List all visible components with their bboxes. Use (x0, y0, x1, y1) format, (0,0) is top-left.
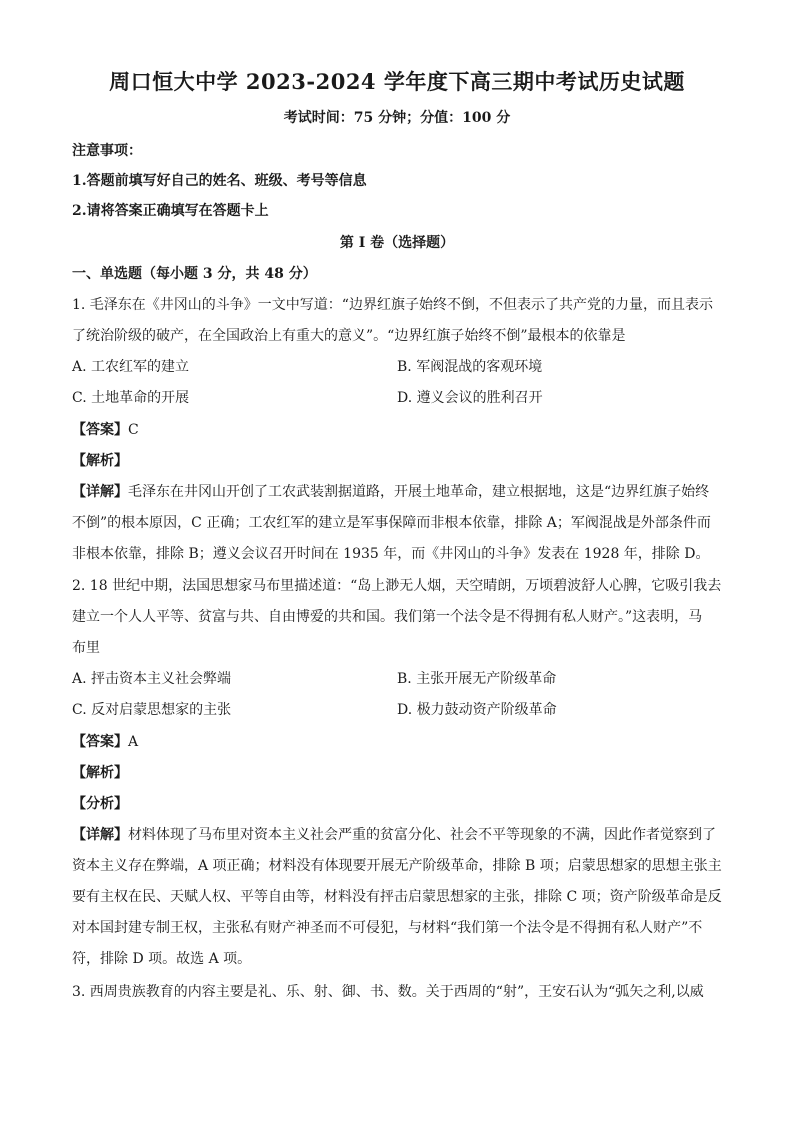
q2-option-a: A. 抨击资本主义社会弊端 (72, 671, 232, 687)
exam-info: 考试时间：75 分钟；分值：100 分 (283, 110, 511, 126)
q1-answer (72, 420, 139, 440)
q2-stem-line: 2. 18 世纪中期，法国思想家马布里描述道：“岛上渺无人烟，天空晴朗，万顷碧波舒人心脾，它吸引我去 (72, 578, 722, 594)
q2-detail-line: 符，排除 D 项。故选 A 项。 (72, 951, 252, 967)
section-title: 一、单选题（每小题 3 分，共 48 分） (72, 266, 317, 282)
answer-label: 【答案】 (72, 734, 128, 750)
q2-stem-line: 建立一个人人平等、贫富与共、自由博爱的共和国。我们第一个法令是不得拥有私人财产。”这表明，马 (72, 609, 703, 625)
q2-option-b: B. 主张开展无产阶级革命 (397, 671, 557, 687)
q1-option-d: D. 遵义会议的胜利召开 (397, 390, 543, 406)
q2-fenxi-label: 【分析】 (72, 796, 128, 812)
detail-label: 【详解】 (72, 827, 128, 843)
q2-analysis-label: 【解析】 (72, 765, 128, 781)
answer-label: 【答案】 (72, 422, 128, 438)
q2-detail-line (72, 825, 716, 845)
detail-text: 毛泽东在井冈山开创了工农武装割据道路，开展土地革命，建立根据地，这是“边界红旗子始终 (128, 484, 710, 500)
page-title: 周口恒大中学 2023-2024 学年度下高三期中考试历史试题 (109, 69, 685, 94)
q1-stem-line: 1. 毛泽东在《井冈山的斗争》一文中写道：“边界红旗子始终不倒，不但表示了共产党的力量，而且表示 (72, 297, 713, 313)
q1-option-a: A. 工农红军的建立 (72, 359, 190, 375)
q2-detail-line: 对本国封建专制王权，主张私有财产神圣而不可侵犯，与材料“我们第一个法令是不得拥有私人财产”不 (72, 920, 703, 936)
q2-option-c: C. 反对启蒙思想家的主张 (72, 702, 232, 718)
q3-stem-line: 3. 西周贵族教育的内容主要是礼、乐、射、御、书、数。关于西周的“射”，王安石认为“弧矢之利,以威 (72, 984, 704, 1000)
notice-heading: 注意事项： (72, 143, 142, 159)
answer-value: C (128, 422, 139, 438)
q2-stem-line: 布里 (72, 640, 100, 656)
notice-item: 2.请将答案正确填写在答题卡上 (72, 203, 269, 219)
q1-detail-line: 非根本依靠，排除 B；遵义会议召开时间在 1935 年，而《井冈山的斗争》发表在 1928 年，排除 D。 (72, 546, 710, 562)
q2-detail-line: 要有主权在民、天赋人权、平等自由等，材料没有抨击启蒙思想家的主张，排除 C 项；资产阶级革命是反 (72, 889, 722, 905)
q1-stem-line: 了统治阶级的破产，在全国政治上有重大的意义”。“边界红旗子始终不倒”最根本的依靠是 (72, 328, 626, 344)
q1-option-b: B. 军阀混战的客观环境 (397, 359, 543, 375)
answer-value: A (128, 734, 139, 750)
detail-label: 【详解】 (72, 484, 128, 500)
q2-answer (72, 732, 138, 752)
q2-option-d: D. 极力鼓动资产阶级革命 (397, 702, 557, 718)
volume-title: 第 I 卷（选择题） (339, 235, 455, 251)
q1-detail-line: 不倒”的根本原因，C 正确；工农红军的建立是军事保障而非根本依靠，排除 A；军阀混战是外部条件而 (72, 515, 711, 531)
q1-option-c: C. 土地革命的开展 (72, 390, 190, 406)
q1-analysis-label: 【解析】 (72, 453, 128, 469)
q1-detail-line (72, 482, 709, 502)
notice-item: 1.答题前填写好自己的姓名、班级、考号等信息 (72, 173, 367, 189)
detail-text: 材料体现了马布里对资本主义社会严重的贫富分化、社会不平等现象的不满，因此作者觉察到了 (128, 827, 716, 843)
q2-detail-line: 资本主义存在弊端，A 项正确；材料没有体现要开展无产阶级革命，排除 B 项；启蒙思想家的思想主张主 (72, 858, 722, 874)
